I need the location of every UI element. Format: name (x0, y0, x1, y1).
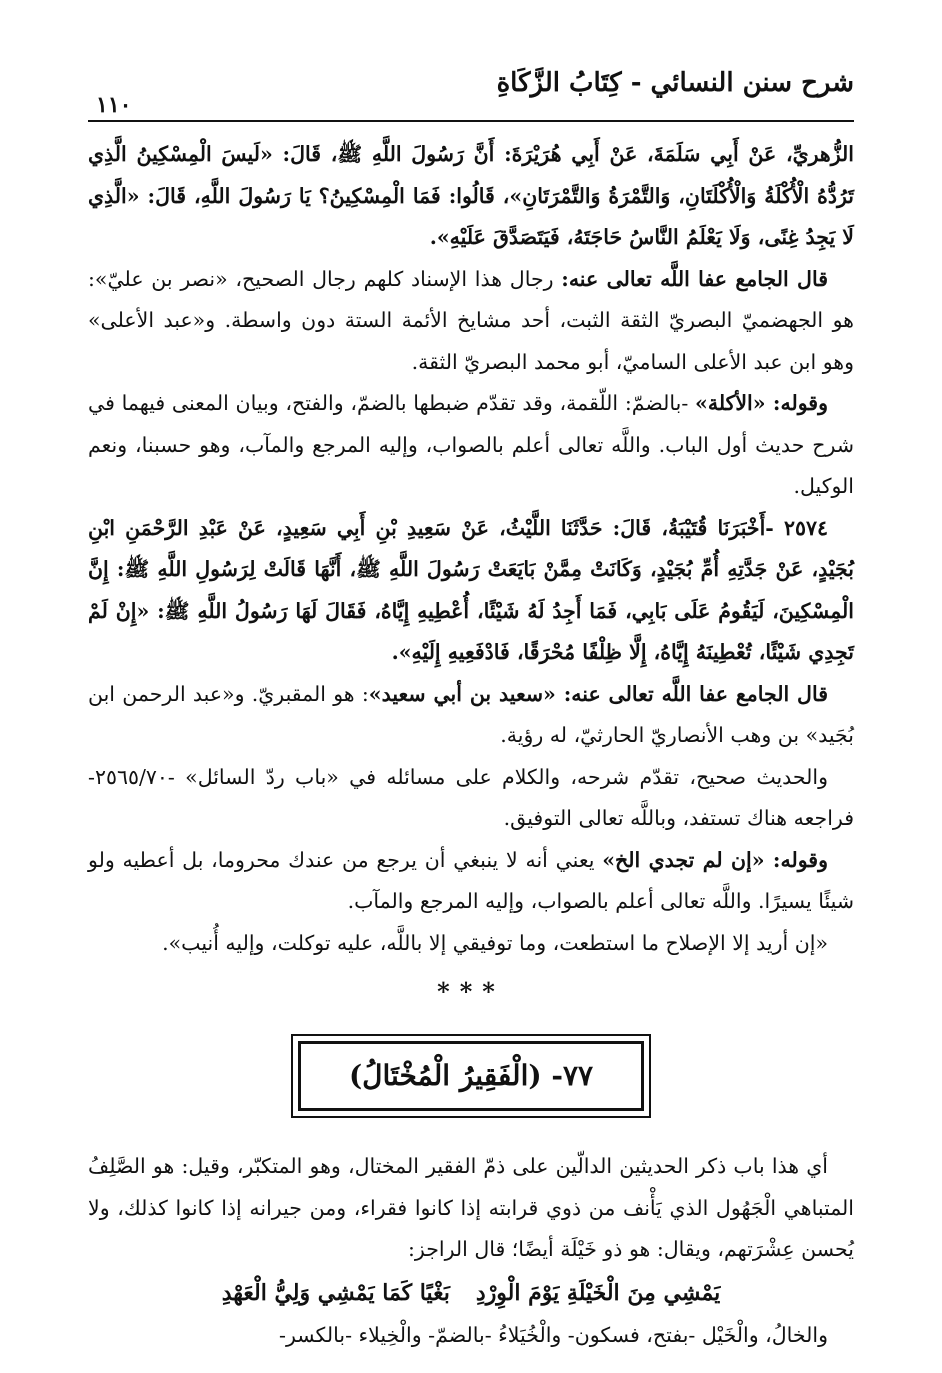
asterisk-separator: *** (437, 977, 505, 1006)
page-number: ١١٠ (88, 92, 139, 118)
commentary-lead-2: قال الجامع عفا اللَّه تعالى عنه: «سعيد بن أبي سعيد» (368, 681, 829, 706)
poem-verse (88, 1271, 854, 1315)
chapter-title-box (291, 1034, 651, 1118)
commentary-text-2: : هو المقبريّ. و«عبد الرحمن ابن بُجَيد» بن وهب الأنصاريّ الحارثيّ، له رؤية. (88, 681, 854, 747)
hadith-2574: ٢٥٧٤ -أَخْبَرَنَا قُتَيْبَةُ، قَالَ: حَدَّثَنَا اللَّيْثُ، عَنْ سَعِيدِ بْنِ أَبِي سَعِيدٍ، عَنْ عَبْدِ الرَّحْمَنِ ابْنِ بُجَيْدٍ، عَنْ جَدَّتِهِ أُمِّ بُجَيْدٍ، وَكَانَتْ مِمَّنْ بَايَعَتْ رَسُولَ اللَّهِ ﷺ، أَنَّهَا قَالَتْ لِرَسُولِ اللَّهِ ﷺ: إِنَّ الْمِسْكِينَ، لَيَقُومُ عَلَى بَابِي، فَمَا أَجِدُ لَهُ شَيْئًا، أُعْطِيهِ إِيَّاهُ، فَقَالَ لَهَا رَسُولُ اللَّهِ ﷺ: «إِنْ لَمْ تَجِدِي شَيْئًا، تُعْطِينَهُ إِيَّاهُ، إِلَّا ظِلْفًا مُحْرَقًا، فَادْفَعِيهِ إِلَيْهِ». (88, 515, 854, 664)
last-line: والخالُ، والْخَيْل -بفتح، فسكون- والْخُيَلاءُ -بالضمّ- والْخِيلاء -بالكسر- (279, 1322, 828, 1347)
note-paragraph-2 (88, 840, 854, 923)
chapter-title: ٧٧- (الْفَقِيرُ الْمُخْتَالُ) (298, 1041, 644, 1111)
commentary-lead: قال الجامع عفا اللَّه تعالى عنه: (561, 266, 828, 291)
commentary-paragraph (88, 259, 854, 384)
note-paragraph (88, 383, 854, 508)
note-text-2: يعني أنه لا ينبغي أن يرجع من عندك محروما، بل أعطيه ولو شيئًا يسيرًا. واللَّه تعالى أعلم بالصواب، وإليه المرجع والمآب. (88, 847, 854, 913)
poem-first-hemistich: يَمْشِي مِنَ الْخَيْلَةِ يَوْمَ الْوِرْدِ (475, 1279, 721, 1306)
note-lead: وقوله: «الأكلة» (695, 391, 829, 415)
running-title: شرح سنن النسائي - كِتَابُ الزَّكَاةِ (496, 68, 854, 98)
running-header (88, 60, 854, 122)
hadith-continuation: الزُّهريِّ، عَنْ أَبِي سَلَمَةَ، عَنْ أَبِي هُرَيْرَةَ: أَنَّ رَسُولَ اللَّهِ ﷺ، قَالَ: «لَيسَ الْمِسْكِينُ الَّذِي تَرُدُّهُ الْأُكْلَةُ وَالْأُكْلَتَانِ، وَالتَّمْرَةُ وَالتَّمْرَتَانِ»، قَالُوا: فَمَا الْمِسْكِينُ؟ يَا رَسُولَ اللَّهِ، قَالَ: «الَّذِي لَا يَجِدُ غِنًى، وَلَا يَعْلَمُ النَّاسُ حَاجَتَهُ، فَيَتَصَدَّقَ عَلَيْهِ». (88, 142, 854, 249)
note-lead-2: وقوله: «إن لم تجدي الخ» (602, 847, 828, 872)
chapter-intro-section (88, 1146, 854, 1356)
body-text (88, 134, 854, 1356)
commentary-paragraph-2 (88, 674, 854, 757)
document-page (88, 60, 854, 1353)
closing-supplication: «إن أريد إلا الإصلاح ما استطعت، وما توفيقي إلا باللَّه، عليه توكلت، وإليه أُنيب». (162, 930, 828, 955)
note-text: -بالضمّ: اللّقمة، وقد تقدّم ضبطها بالضمّ، والفتح، وبيان المعنى فيهما في شرح حديث أول الباب. واللَّه تعالى أعلم بالصواب، وإليه المرجع والمآب، وهو حسبنا، ونعم الوكيل. (88, 391, 854, 498)
sahih-paragraph: والحديث صحيح، تقدّم شرحه، والكلام على مسائله في «باب ردّ السائل» -٢٥٦٥/٧٠- فراجعه هناك تستفد، وباللَّه تعالى التوفيق. (88, 764, 854, 830)
commentary-text: رجال هذا الإسناد كلهم رجال الصحيح، «نصر بن عليّ»: هو الجهضميّ البصريّ الثقة الثبت، أحد مشايخ الأئمة الستة دون واسطة. و«عبد الأعلى» وهو ابن عبد الأعلى الساميّ، أبو محمد البصريّ الثقة. (88, 266, 854, 374)
poem-second-hemistich: بَغْيًا كَمَا يَمْشِي وَلِيُّ الْعَهْدِ (221, 1279, 450, 1306)
chapter-intro: أي هذا باب ذكر الحديثين الدالّين على ذمّ الفقير المختال، وهو المتكبّر، وقيل: هو الصَّلِفُ المتباهي الْجَهُول الذي يَأْنف من ذوي قرابته إذا كانوا فقراء، ومن جيرانه إذا كانوا كذلك، ولا يُحسن عِشْرَتهم، ويقال: هو ذو خَيْلَة أيضًا؛ قال الراجز: (88, 1154, 854, 1261)
